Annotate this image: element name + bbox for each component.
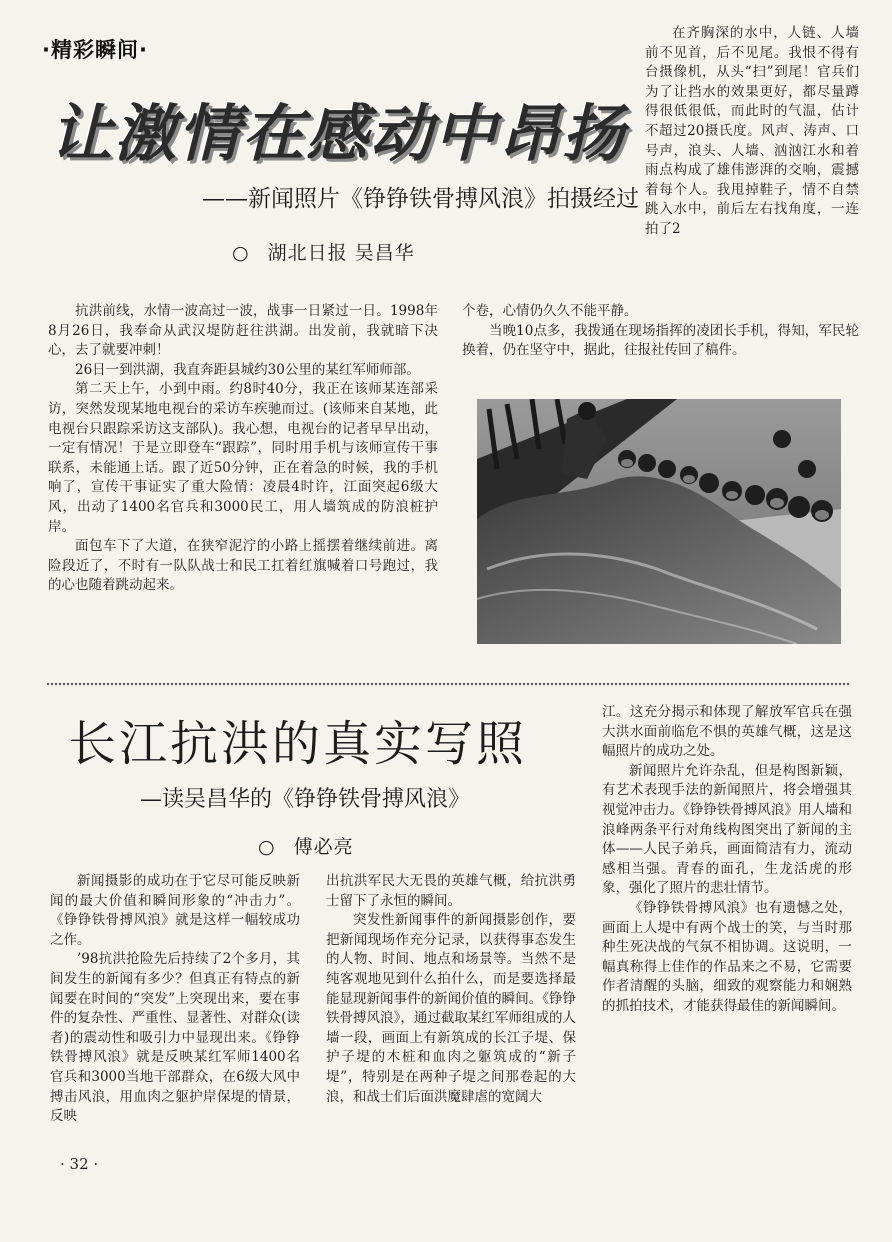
article1-byline <box>232 238 415 265</box>
article1-right-paragraph: 在齐胸深的水中，人链、人墙前不见首，后不见尾。我恨不得有台摄像机，从头“扫”到尾！官兵们为了让挡水的效果更好，都尽量蹲得很低很低，而此时的气温，估计不超过20摄氏度。风声、涛声、口号声，浪头、人墙、汹汹江水和着雨点构成了雄伟澎湃的交响，震撼着每个人。我甩掉鞋子，情不自禁跳入水中，前后左右找角度，一连拍了2 <box>645 25 859 237</box>
article1-paragraph: 抗洪前线，水情一波高过一波，战事一日紧过一日。1998年8月26日，我奉命从武汉堤防赶往洪湖。出发前，我就暗下决心，去了就要冲刺！ <box>48 303 438 359</box>
flood-photo-image <box>477 399 841 644</box>
article1-right-continuation <box>462 302 859 361</box>
byline-circle-icon: ○ <box>258 836 276 858</box>
article1-author: 湖北日报 吴昌华 <box>267 242 415 264</box>
article2-paragraph: 《铮铮铁骨搏风浪》也有遗憾之处，画面上人堤中有两个战士的笑，与当时那种生死决战的气氛不相协调。这说明，一幅真称得上佳作的作品来之不易，它需要作者清醒的头脑，细致的观察能力和娴熟的抓拍技术，才能获得最佳的新闻瞬间。 <box>602 899 852 1014</box>
page-number: · 32 · <box>60 1155 99 1173</box>
article2-paragraph: 新闻照片允许杂乱，但是构图新颖，有艺术表现手法的新闻照片，将会增强其视觉冲击力。《铮铮铁骨搏风浪》用人墙和浪峰两条平行对角线构图突出了新闻的主体——人民子弟兵，画面简洁有力，流动感相当强。青春的面孔，生龙活虎的形象，强化了照片的悲壮情节。 <box>602 762 852 897</box>
article2-column-1 <box>50 872 300 1127</box>
article1-paragraph: 第二天上午，小到中雨。约8时40分，我正在该师某连部采访，突然发现某地电视台的采访车疾驰而过。(该师来自某地，此电视台只跟踪采访这支部队)。我心想，电视台的记者早早出动，一定有情况！于是立即登车“跟踪”，同时用手机与该师宣传干事联系，未能通上话。跟了近50分钟，正在着急的时候，我的手机响了，宣传干事证实了重大险情：凌晨4时许，江面突起6级大风，出动了1400名官兵和3000民工，用人墙筑成的防浪桩护岸。 <box>48 381 438 535</box>
article1-paragraph: 26日一到洪湖，我直奔距县城约30公里的某红军师师部。 <box>75 361 420 378</box>
section-divider <box>46 682 850 687</box>
article1-subtitle: ——新闻照片《铮铮铁骨搏风浪》拍摄经过 <box>202 186 639 212</box>
article2-subtitle: —读吴昌华的《铮铮铁骨搏风浪》 <box>140 787 471 812</box>
article2-column-2 <box>326 872 576 1107</box>
article1-title: 让激情在感动中昂扬 <box>50 97 627 170</box>
flood-photo <box>477 399 841 644</box>
article1-paragraph: 面包车下了大道，在狭窄泥泞的小路上摇摆着继续前进。离险段近了，不时有一队队战士和民工扛着红旗喊着口号跑过，我的心也随着跳动起来。 <box>48 538 438 594</box>
article2-byline <box>258 832 354 859</box>
section-label: ·精彩瞬间· <box>42 38 148 62</box>
article2-paragraph: 突发性新闻事件的新闻摄影创作，要把新闻现场作充分记录，以获得事态发生的人物、时间、地点和场景等。当然不是纯客观地见到什么拍什么，而是要选择最能显现新闻事件的新闻价值的瞬间。《铮铮铁骨搏风浪》，通过截取某红军师组成的人墙一段，画面上有新筑成的长江子堤、保护子堤的木桩和血肉之躯筑成的“新子堤”，特别是在两种子堤之间那卷起的大浪，和战士们后面洪魔肆虐的宽阔大 <box>326 912 576 1105</box>
article1-left-column <box>48 302 438 596</box>
article2-paragraph: ’98抗洪抢险先后持续了2个多月，其间发生的新闻有多少？但真正有特点的新闻要在时间的“突发”上突现出来，要在事件的复杂性、严重性、显著性、对群众(读者)的震动性和吸引力中显现出来。《铮铮铁骨搏风浪》就是反映某红军师1400名官兵和3000当地干部群众，在6级大风中搏击风浪，用血肉之躯护岸保堤的情景，反映 <box>50 951 300 1125</box>
article1-right-cont-1: 个卷，心情仍久久不能平静。 <box>462 303 638 319</box>
article1-right-column <box>645 24 859 240</box>
byline-circle-icon: ○ <box>232 242 250 264</box>
article2-title: 长江抗洪的真实写照 <box>68 716 528 772</box>
article2-paragraph: 新闻摄影的成功在于它尽可能反映新闻的最大价值和瞬间形象的“冲击力”。《铮铮铁骨搏风浪》就是这样一幅较成功之作。 <box>50 873 300 948</box>
article2-column-3 <box>602 703 852 1017</box>
article2-paragraph: 出抗洪军民大无畏的英雄气概，给抗洪勇士留下了永恒的瞬间。 <box>326 873 576 909</box>
article2-author: 傅必亮 <box>293 836 354 858</box>
article2-paragraph: 江。这充分揭示和体现了解放军官兵在强大洪水面前临危不惧的英雄气概，这是这幅照片的成功之处。 <box>602 704 852 760</box>
article1-right-cont-2: 当晚10点多，我拨通在现场指挥的凌团长手机，得知，军民轮换着，仍在坚守中，据此，往报社传回了稿件。 <box>462 322 859 359</box>
